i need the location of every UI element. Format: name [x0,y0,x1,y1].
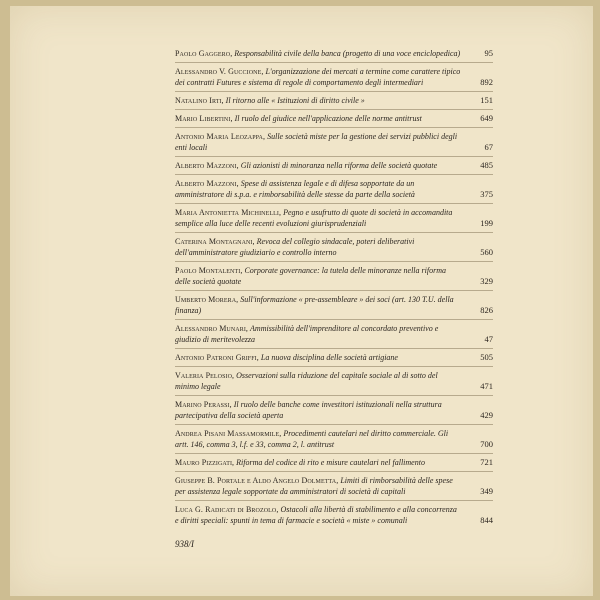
entry-page-number: 199 [480,218,493,228]
entry-page-number: 505 [480,352,493,362]
entry-page-number: 485 [480,160,493,170]
entry-author: Mario Libertini, [175,114,233,123]
list-item [175,323,493,349]
entry-page-number: 349 [480,486,493,496]
entry-page-number: 151 [480,95,493,105]
entry-author: Umberto Morera, [175,295,239,304]
entry-title: L'organizzazione dei mercati a termine come carattere tipico dei contratti Futures e sistema di regole di comportamento degli intermediari [175,67,461,87]
entry-page-number: 700 [480,439,493,449]
entry-page-number: 844 [480,515,493,525]
entry-page-number: 95 [484,48,493,58]
list-item [175,294,493,320]
list-item [175,352,493,367]
list-item [175,370,493,396]
list-item [175,236,493,262]
list-item [175,457,493,472]
entry-title: Revoca del collegio sindacale, poteri deliberativi dell'amministratore giudiziario e controllo interno [175,237,415,257]
entry-title: Il ruolo del giudice nell'applicazione delle norme antitrust [234,114,422,123]
list-item [175,66,493,92]
entry-author: Alessandro Munari, [175,324,249,333]
entry-page-number: 329 [480,276,493,286]
entry-title: Osservazioni sulla riduzione del capitale sociale al di sotto del minimo legale [175,371,438,391]
list-item [175,428,493,454]
list-item [175,131,493,157]
entry-author: Mauro Pizzigati, [175,458,235,467]
list-item [175,265,493,291]
entry-author: Caterina Montagnani, [175,237,255,246]
entry-title: Spese di assistenza legale e di difesa sopportate da un amministratore di s.p.a. e rimborsabilità delle stesse da parte della società [175,179,415,199]
book-page [10,6,593,596]
entry-author: Natalino Irti, [175,96,224,105]
list-item [175,475,493,501]
entry-author: Giuseppe B. Portale e Aldo Angelo Dolmetta, [175,476,339,485]
list-item [175,160,493,175]
entry-page-number: 560 [480,247,493,257]
entry-author: Alberto Mazzoni, [175,161,239,170]
entry-title: Responsabilità civile della banca (progetto di una voce enciclopedica) [234,49,461,58]
entry-title: Sulle società miste per la gestione dei servizi pubblici degli enti locali [175,132,458,152]
entry-page-number: 67 [484,142,493,152]
list-item [175,178,493,204]
list-item [175,207,493,233]
entry-page-number: 649 [480,113,493,123]
list-item [175,399,493,425]
entry-title: Riforma del codice di rito e misure cautelari nel fallimento [236,458,425,467]
entry-author: Valeria Pelosio, [175,371,235,380]
entry-author: Luca G. Radicati di Brozolo, [175,505,279,514]
entry-title: Il ritorno alle « Istituzioni di diritto civile » [225,96,365,105]
entry-title: Gli azionisti di minoranza nella riforma delle società quotate [240,161,438,170]
entry-page-number: 429 [480,410,493,420]
list-item [175,48,493,63]
entry-page-number: 375 [480,189,493,199]
entry-title: Ammissibilità dell'imprenditore al concordato preventivo e giudizio di meritevolezza [175,324,439,344]
entry-author: Maria Antonietta Michinelli, [175,208,282,217]
entry-author: Antonio Patroni Griffi, [175,353,259,362]
list-item [175,95,493,110]
entry-title: Corporate governance: la tutela delle minoranze nella riforma delle società quotate [175,266,446,286]
entry-page-number: 892 [480,77,493,87]
entry-page-number: 826 [480,305,493,315]
entry-author: Antonio Maria Leozappa, [175,132,266,141]
entry-title: Sull'informazione « pre-assembleare » dei soci (art. 130 T.U. della finanza) [175,295,454,315]
entry-author: Alessandro V. Guccione, [175,67,264,76]
entry-title: Limiti di rimborsabilità delle spese per assistenza legale sopportate da amministratori di società di capitali [175,476,453,496]
entry-page-number: 721 [480,457,493,467]
entry-author: Paolo Montalenti, [175,266,243,275]
entry-page-number: 471 [480,381,493,391]
entry-title: Procedimenti cautelari nel diritto commerciale. Gli artt. 146, comma 3, l.f. e 33, comma 2, l. antitrust [175,429,449,449]
entry-title: La nuova disciplina delle società artigiane [260,353,398,362]
entry-title: Ostacoli alla libertà di stabilimento e alla concorrenza e diritti speciali: spunti in tema di farmacie e società « miste » comunali [175,505,457,525]
entry-author: Marino Perassi, [175,400,232,409]
entry-title: Il ruolo delle banche come investitori istituzionali nella struttura partecipativa della società aperta [175,400,442,420]
page-folio: 938/I [175,539,194,549]
list-item [175,113,493,128]
entry-author: Alberto Mazzoni, [175,179,239,188]
entry-author: Andrea Pisani Massamormile, [175,429,282,438]
list-item [175,504,493,529]
entry-author: Paolo Gaggero, [175,49,233,58]
entry-page-number: 47 [484,334,493,344]
index-list [175,48,493,532]
entry-title: Pegno e usufrutto di quote di società in accomandita semplice alla luce delle recenti evoluzioni giurisprudenziali [175,208,453,228]
